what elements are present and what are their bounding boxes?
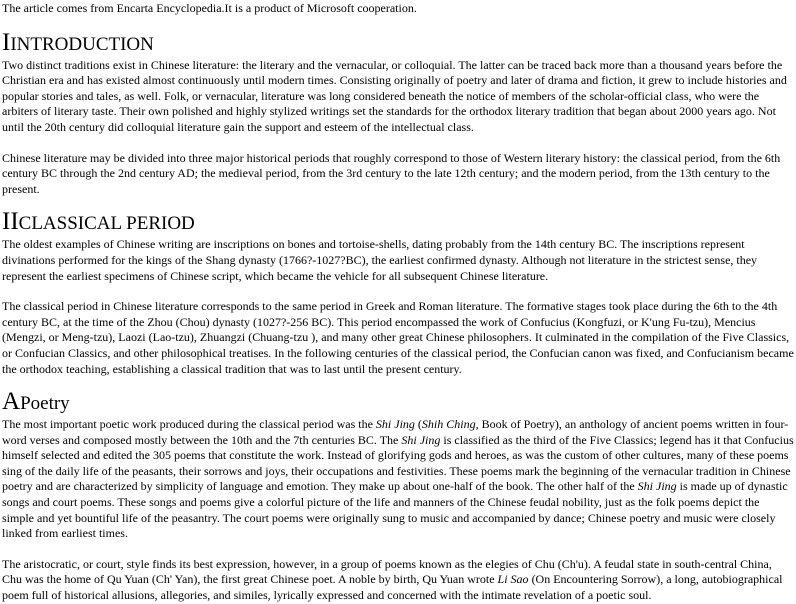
title-shi-jing: Shi Jing xyxy=(401,432,441,447)
source-note: The article comes from Encarta Encyclopedia.It is a product of Microsoft cooperation. xyxy=(2,1,417,15)
text-run: Book of Poetry), an anthology of ancient poems written in four-word verses and composed mostly between the 10th and the 7th centuries BC. The xyxy=(2,417,789,447)
section-title: INTRODUCTION xyxy=(10,33,154,55)
section-number: I xyxy=(2,28,11,56)
section-number: II xyxy=(2,208,19,236)
text-run: is made up of dynastic songs and court poems. These songs and poems give a colorful picture of the life and manners of the Chinese feudal nobility, just as the folk poems depict the simple and yet bountiful life of the peasantry. The court poems were originally sung to music and accompanied by dance; Chinese poetry and music were closely linked from earliest times. xyxy=(2,479,788,541)
poetry-paragraph-2 xyxy=(2,557,794,604)
title-shi-jing: Shi Jing xyxy=(637,479,677,494)
text-run: The most important poetic work produced during the classical period was the xyxy=(2,417,376,432)
text-run: The aristocratic, or court, style finds its best expression, however, in a group of poems known as the elegies of Chu (Ch'u). A feudal state in south-central China, Chu was the home of Qu Yuan (Ch' Yan), the first great Chinese poet. A noble by birth, Qu Yuan wrote xyxy=(2,556,772,587)
title-li-sao: Li Sao xyxy=(497,572,529,587)
text-run: (On Encountering Sorrow), a long, autobiographical poem full of historical allusions, allegories, and similes, lyrically expressed and concerned with the intimate revelation of a poetic soul. xyxy=(2,572,783,603)
poetry-paragraph-1 xyxy=(2,417,794,542)
section-title: CLASSICAL PERIOD xyxy=(18,213,195,235)
title-shi-jing: Shi Jing xyxy=(375,417,415,432)
text-run: is classified as the third of the Five Classics; legend has it that Confucius himself selected and edited the 305 poems that constitute the work. Instead of glorifying gods and heroes, as was the custom of other cultures, many of these poems sing of the daily life of the peasants, their sorrows and joys, their occupations and festivities. These poems mark the beginning of the vernacular tradition in Chinese poetry and are characterized by simplicity of language and emotion. They make up about one-half of the book. The other half of the xyxy=(2,432,794,494)
section-heading-introduction xyxy=(2,28,794,57)
title-shih-ching: Shih Ching, xyxy=(421,417,479,432)
section-heading-classical-period xyxy=(2,210,794,236)
intro-paragraph-1: Two distinct traditions exist in Chinese literature: the literary and the vernacular, or colloquial. The latter can be traced back more than a thousand years before the Christian era and has existed almost continuously until modern times. Consisting originally of poetry and later of drama and fiction, it grew to include histories and popular stories and tales, as well. Folk, or vernacular, literature was long considered beneath the notice of members of the scholar-official class, who were the arbiters of literary taste. Their own polished and highly stylized writings set the standards for the orthodox literary tradition that began about 2000 years ago. Not until the 20th century did colloquial literature gain the support and esteem of the intellectual class. xyxy=(2,57,787,134)
section-number: A xyxy=(2,388,21,416)
text-run: ( xyxy=(414,417,422,432)
article xyxy=(2,0,794,604)
section-title: Poetry xyxy=(20,393,70,415)
classical-paragraph-2: The classical period in Chinese literature corresponds to the same period in Greek and Roman literature. The formative stages took place during the 6th to the 4th century BC, at the time of the Zhou (Chou) dynasty (1027?-256 BC). This period encompassed the work of Confucius (Kongfuzi, or K'ung Fu-tzu), Mencius (Mengzi, or Meng-tzu), Laozi (Lao-tzu), Zhuangzi (Chuang-tzu ), and many other great Chinese philosophers. It culminated in the compilation of the Five Classics, or Confucian Classics, and other philosophical treatises. In the following centuries of the classical period, the Confucian canon was fixed, and Confucianism became the orthodox teaching, establishing a classical tradition that was to last until the present century. xyxy=(2,299,794,376)
section-heading-poetry xyxy=(2,390,794,416)
intro-paragraph-2: Chinese literature may be divided into three major historical periods that roughly correspond to those of Western literary history: the classical period, from the 6th century BC through the 2nd century AD; the medieval period, from the 3rd century to the late 12th century; and the modern period, from the 13th century to the present. xyxy=(2,150,781,196)
classical-paragraph-1: The oldest examples of Chinese writing are inscriptions on bones and tortoise-shells, dating probably from the 14th century BC. The inscriptions represent divinations performed for the kings of the Shang dynasty (1766?-1027?BC), the earliest confirmed dynasty. Although not literature in the strictest sense, they represent the earliest specimens of Chinese script, which became the vehicle for all subsequent Chinese literature. xyxy=(2,237,758,283)
